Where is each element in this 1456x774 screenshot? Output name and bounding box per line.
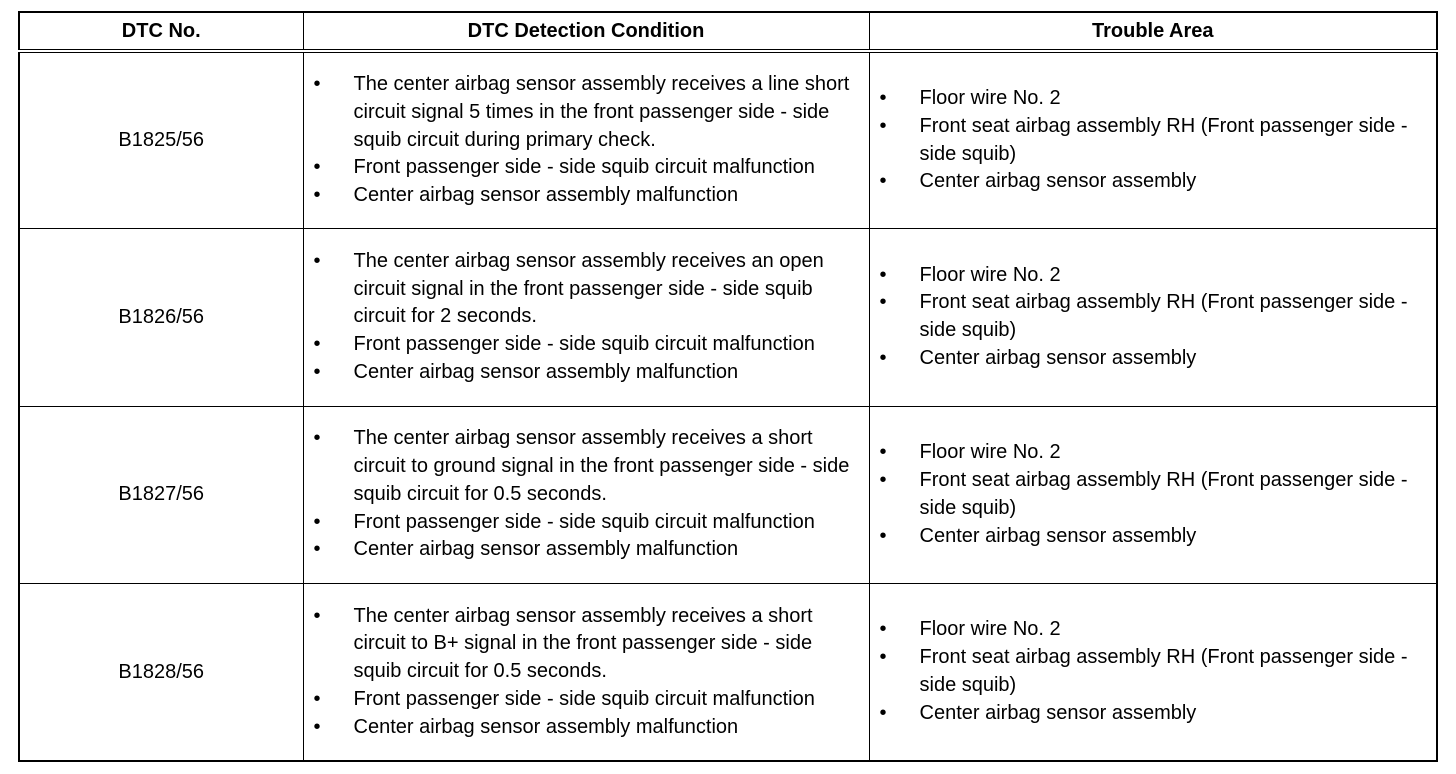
table-body [19, 51, 1437, 761]
trouble-area-item [870, 85, 1437, 113]
condition-text: Center airbag sensor assembly malfunction [353, 538, 739, 561]
detection-condition-cell [303, 229, 869, 407]
bullet-marker: • [313, 715, 321, 738]
trouble-area-item [870, 439, 1437, 467]
trouble-area-item [870, 644, 1437, 700]
condition-text: Center airbag sensor assembly malfunction [353, 184, 739, 207]
trouble-area-item [870, 523, 1437, 551]
bullet-marker: • [313, 604, 321, 627]
bullet-marker: • [313, 184, 321, 207]
condition-list [304, 603, 869, 742]
bullet-marker: • [313, 333, 321, 356]
condition-item [304, 359, 869, 387]
bullet-marker: • [879, 701, 887, 724]
trouble-area-text: Floor wire No. 2 [919, 86, 1061, 109]
bullet-marker: • [879, 263, 887, 286]
condition-list [304, 248, 869, 387]
condition-text: Center airbag sensor assembly malfunction [353, 360, 739, 383]
condition-item [304, 603, 869, 686]
condition-item [304, 425, 869, 508]
trouble-area-list [870, 262, 1437, 373]
trouble-area-text: Center airbag sensor assembly [919, 524, 1197, 547]
condition-text: The center airbag sensor assembly receives a short circuit to ground signal in the front passenger side - side squib circuit for 0.5 seconds. [353, 427, 850, 505]
trouble-area-text: Front seat airbag assembly RH (Front passenger side - side squib) [919, 114, 1408, 165]
condition-text: The center airbag sensor assembly receives a line short circuit signal 5 times in the front passenger side - side squib circuit during primary check. [353, 73, 850, 151]
trouble-area-text: Center airbag sensor assembly [919, 701, 1197, 724]
trouble-area-text: Front seat airbag assembly RH (Front passenger side - side squib) [919, 646, 1408, 696]
bullet-marker: • [879, 86, 887, 109]
dtc-code: B1825/56 [19, 51, 303, 229]
bullet-marker: • [313, 510, 321, 533]
condition-text: Front passenger side - side squib circuit malfunction [353, 687, 815, 710]
trouble-area-list [870, 616, 1437, 727]
condition-text: Front passenger side - side squib circuit malfunction [353, 156, 815, 179]
trouble-area-text: Floor wire No. 2 [919, 263, 1061, 286]
dtc-code: B1827/56 [19, 406, 303, 584]
trouble-area-item [870, 168, 1437, 196]
trouble-area-cell [869, 229, 1437, 407]
table-row [19, 584, 1437, 762]
trouble-area-text: Center airbag sensor assembly [919, 347, 1197, 370]
condition-text: Center airbag sensor assembly malfunction [353, 715, 739, 738]
condition-item [304, 154, 869, 182]
bullet-marker: • [879, 468, 887, 491]
condition-item [304, 331, 869, 359]
trouble-area-list [870, 85, 1437, 196]
condition-item [304, 71, 869, 154]
bullet-marker: • [313, 360, 321, 383]
detection-condition-cell [303, 51, 869, 229]
bullet-marker: • [313, 687, 321, 710]
trouble-area-text: Floor wire No. 2 [919, 618, 1061, 641]
trouble-area-text: Front seat airbag assembly RH (Front passenger side - side squib) [919, 468, 1408, 519]
trouble-area-cell [869, 51, 1437, 229]
header-trouble-area: Trouble Area [869, 12, 1437, 51]
detection-condition-cell [303, 584, 869, 762]
bullet-marker: • [313, 427, 321, 450]
bullet-marker: • [313, 249, 321, 272]
table-row [19, 406, 1437, 584]
trouble-area-item [870, 289, 1437, 345]
bullet-marker: • [313, 538, 321, 561]
trouble-area-item [870, 700, 1437, 728]
condition-list [304, 425, 869, 564]
dtc-table [18, 11, 1438, 762]
detection-condition-cell [303, 406, 869, 584]
bullet-marker: • [879, 618, 887, 641]
condition-item [304, 182, 869, 210]
condition-item [304, 714, 869, 742]
bullet-marker: • [879, 291, 887, 314]
condition-text: Front passenger side - side squib circuit malfunction [353, 510, 815, 533]
trouble-area-cell [869, 406, 1437, 584]
trouble-area-item [870, 345, 1437, 373]
condition-text: The center airbag sensor assembly receives a short circuit to B+ signal in the front passenger side - side squib circuit for 0.5 seconds. [353, 604, 813, 683]
trouble-area-item [870, 467, 1437, 523]
condition-text: Front passenger side - side squib circuit malfunction [353, 333, 815, 356]
table-row [19, 229, 1437, 407]
header-detection-condition: DTC Detection Condition [303, 12, 869, 51]
bullet-marker: • [313, 73, 321, 95]
trouble-area-item [870, 262, 1437, 290]
bullet-marker: • [879, 646, 887, 669]
trouble-area-item [870, 113, 1437, 169]
trouble-area-text: Front seat airbag assembly RH (Front passenger side - side squib) [919, 291, 1408, 342]
table-header [19, 12, 1437, 51]
condition-list [304, 71, 869, 210]
bullet-marker: • [313, 156, 321, 179]
dtc-code: B1828/56 [19, 584, 303, 762]
bullet-marker: • [879, 114, 887, 137]
dtc-code: B1826/56 [19, 229, 303, 407]
condition-item [304, 509, 869, 537]
bullet-marker: • [879, 524, 887, 547]
bullet-marker: • [879, 347, 887, 370]
table-row [19, 51, 1437, 229]
condition-item [304, 248, 869, 331]
trouble-area-cell [869, 584, 1437, 762]
condition-item [304, 686, 869, 714]
condition-item [304, 536, 869, 564]
trouble-area-item [870, 616, 1437, 644]
header-dtc-no: DTC No. [19, 12, 303, 51]
trouble-area-text: Center airbag sensor assembly [919, 170, 1197, 193]
trouble-area-list [870, 439, 1437, 550]
header-row [19, 12, 1437, 51]
bullet-marker: • [879, 441, 887, 464]
condition-text: The center airbag sensor assembly receives an open circuit signal in the front passenger side - side squib circuit for 2 seconds. [353, 249, 824, 328]
bullet-marker: • [879, 170, 887, 193]
trouble-area-text: Floor wire No. 2 [919, 441, 1061, 464]
